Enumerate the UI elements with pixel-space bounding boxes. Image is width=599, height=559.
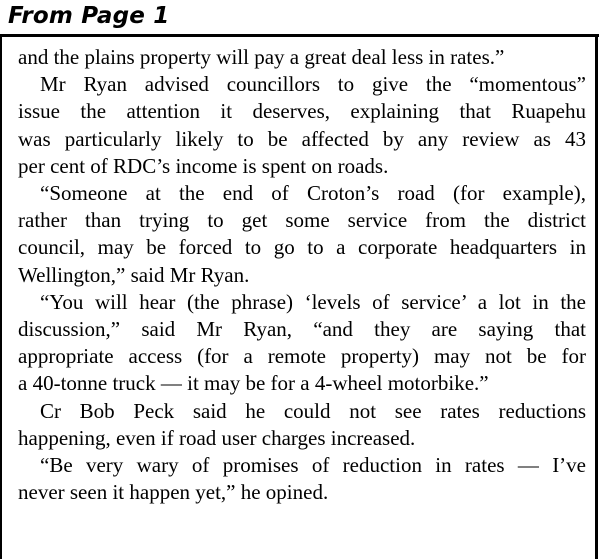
text-line: was particularly likely to be affected by any review as 43 bbox=[18, 126, 586, 151]
left-border bbox=[0, 36, 2, 559]
header-rule bbox=[0, 34, 599, 37]
paragraph bbox=[18, 180, 586, 289]
right-border bbox=[595, 36, 598, 559]
text-line: Wellington,” said Mr Ryan. bbox=[18, 262, 250, 287]
text-line: council, may be forced to go to a corporate headquarters in bbox=[18, 235, 586, 260]
text-line: “Someone at the end of Croton’s road (for example), bbox=[40, 181, 586, 206]
text-line: rather than trying to get some service from the district bbox=[18, 208, 586, 233]
text-line: Mr Ryan advised councillors to give the “momentous” bbox=[40, 72, 586, 97]
paragraph bbox=[18, 398, 586, 452]
paragraph bbox=[18, 71, 586, 180]
text-line: issue the attention it deserves, explaining that Ruapehu bbox=[18, 99, 586, 124]
paragraph bbox=[18, 452, 586, 506]
page-title: From Page 1 bbox=[8, 3, 170, 29]
continuation-header bbox=[0, 0, 599, 36]
text-line: “You will hear (the phrase) ‘levels of service’ a lot in the bbox=[40, 289, 586, 314]
paragraph bbox=[18, 289, 586, 398]
text-line: “Be very wary of promises of reduction in rates — I’ve bbox=[40, 453, 586, 478]
text-line: per cent of RDC’s income is spent on roads. bbox=[18, 153, 389, 178]
text-line: and the plains property will pay a great deal less in rates.” bbox=[18, 45, 505, 69]
article-body bbox=[18, 44, 586, 506]
text-line: appropriate access (for a remote property) may not be for bbox=[18, 344, 586, 369]
text-line: a 40-tonne truck — it may be for a 4-wheel motorbike.” bbox=[18, 371, 489, 396]
text-line: happening, even if road user charges increased. bbox=[18, 425, 416, 450]
text-line: discussion,” said Mr Ryan, “and they are saying that bbox=[18, 317, 586, 342]
text-line: Cr Bob Peck said he could not see rates reductions bbox=[40, 398, 586, 423]
text-line: never seen it happen yet,” he opined. bbox=[18, 480, 329, 505]
paragraph-continued bbox=[18, 44, 586, 71]
